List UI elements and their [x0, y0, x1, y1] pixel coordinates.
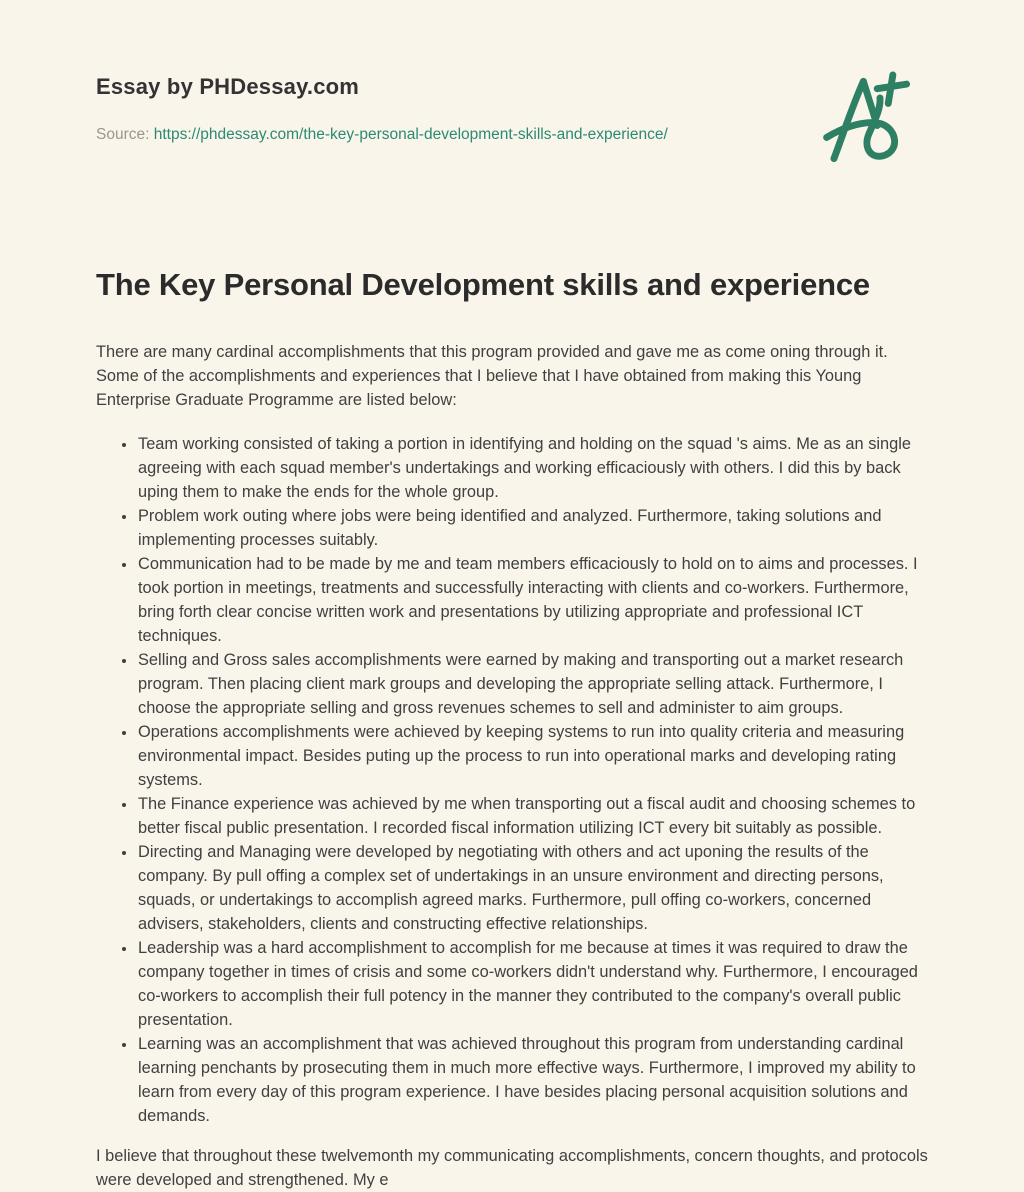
- list-item-learning: • Learning was an accomplishment that was achieved throughout this program from understanding cardinal learning penchants by prosecuting them in much more effective ways. Furthermore, I improved my ability to learn from every day of this program experience. I have besides placing personal acquisition solutions and demands.: [137, 1032, 928, 1128]
- skills-list: [96, 432, 928, 1128]
- list-item-finance: • The Finance experience was achieved by me when transporting out a fiscal audit and choosing schemes to better fiscal public presentation. I recorded fiscal information utilizing ICT every bit suitably as possible.: [137, 792, 928, 840]
- list-item-problem-solving: • Problem work outing where jobs were being identified and analyzed. Furthermore, taking solutions and implementing processes suitably.: [137, 504, 928, 552]
- essay-by-heading: Essay by PHDessay.com: [96, 74, 360, 99]
- list-item-directing-managing: • Directing and Managing were developed by negotiating with others and act uponing the results of the company. By pull offing a complex set of undertakings in an unsure environment and directing persons, squads, or undertakings to accomplish agreed marks. Furthermore, pull offing co-workers, concerned advisers, stakeholders, clients and constructing effective relationships.: [137, 840, 928, 936]
- list-item-leadership: • Leadership was a hard accomplishment to accomplish for me because at times it was required to draw the company together in times of crisis and some co-workers didn't understand why. Furthermore, I encouraged co-workers to accomplish their full potency in the manner they contributed to the company's overall public presentation.: [137, 936, 928, 1032]
- list-item-communication: • Communication had to be made by me and team members efficaciously to hold on to aims and processes. I took portion in meetings, treatments and successfully interacting with clients and co-workers. Furthermore, bring forth clear concise written work and presentations by utilizing appropriate and professional ICT techniques.: [137, 552, 928, 648]
- closing-paragraph: I believe that throughout these twelvemonth my communicating accomplishments, concern thoughts, and protocols were developed and strengthened. My e: [96, 1146, 928, 1189]
- a-plus-logo-icon: [822, 70, 914, 170]
- list-item-team-working: • Team working consisted of taking a portion in identifying and holding on the squad 's aims. Me as an single agreeing with each squad member's undertakings and working efficaciously with others. I did this by back uping them to make the ends for the whole group.: [137, 432, 928, 504]
- intro-paragraph: There are many cardinal accomplishments that this program provided and gave me as come oning through it. Some of the accomplishments and experiences that I believe that I have obtained from making this Young Enterprise Graduate Programme are listed below:: [96, 342, 888, 409]
- source-line: [96, 126, 822, 144]
- page-header: [96, 74, 928, 170]
- source-label: Source:: [96, 126, 150, 143]
- list-item-selling-sales: • Selling and Gross sales accomplishments were earned by making and transporting out a market research program. Then placing client mark groups and developing the appropriate selling attack. Furthermore, I choose the appropriate selling and gross revenues schemes to sell and administer to aim groups.: [137, 648, 928, 720]
- page-title: The Key Personal Development skills and experience: [96, 267, 870, 302]
- source-url-link[interactable]: https://phdessay.com/the-key-personal-development-skills-and-experience/: [153, 126, 668, 143]
- list-item-operations: • Operations accomplishments were achieved by keeping systems to run into quality criteria and measuring environmental impact. Besides puting up the process to run into operational marks and developing rating systems.: [137, 720, 928, 792]
